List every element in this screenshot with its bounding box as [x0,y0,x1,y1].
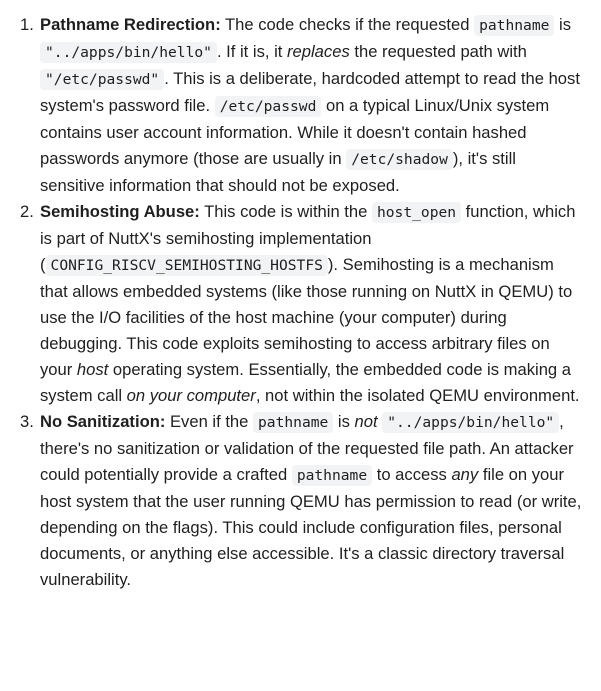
item-text: function, which is part of NuttX's semihosting implementation ( [40,202,576,274]
emphasis-text: not [354,412,378,431]
inline-code: "../apps/bin/hello" [382,412,559,433]
emphasis-text: replaces [287,42,350,61]
emphasis-text: on your computer [126,386,256,405]
emphasis-text: any [451,465,479,484]
list-item-pathname-redirection [0,12,601,199]
item-text: ), it's still sensitive information that should not be exposed. [40,149,516,195]
item-text: The code checks if the requested [220,15,475,34]
item-text: , not within the isolated QEMU environment. [255,386,580,405]
item-title: Pathname Redirection: [40,15,221,34]
item-text: This code is within the [199,202,372,221]
item-text: to access [372,465,452,484]
numbered-list [0,12,601,593]
inline-code: "/etc/passwd" [40,69,164,90]
response-document [0,12,601,593]
list-item-semihosting-abuse [0,199,601,409]
inline-code: host_open [372,202,461,223]
inline-code: pathname [474,15,554,36]
item-text: file on your host system that the user running QEMU has permission to read (or write, depending on the flags). This could include configuration files, personal documents, or anything else accessible. It's a classic directory traversal vulnerability. [40,465,582,589]
list-number: 3. [20,412,34,431]
inline-code: /etc/shadow [346,149,453,170]
inline-code: CONFIG_RISCV_SEMIHOSTING_HOSTFS [46,255,328,276]
list-number: 2. [20,202,34,221]
item-title: No Sanitization: [40,412,166,431]
item-text: . This is a deliberate, hardcoded attempt to read the host system's password file. [40,69,580,115]
item-text: Even if the [165,412,254,431]
item-text: is [333,412,355,431]
item-text: , there's no sanitization or validation of the requested file path. An attacker could potentially provide a crafted [40,412,574,484]
emphasis-text: host [76,360,109,379]
item-text: operating system. Essentially, the embedded code is making a system call [40,360,571,405]
item-text: on a typical Linux/Unix system contains user account information. While it doesn't contain hashed passwords anymore (those are usually in [40,96,550,168]
item-text: the requested path with [349,42,527,61]
item-text: is [554,15,571,34]
inline-code: pathname [292,465,372,486]
item-text: ). Semihosting is a mechanism that allows embedded systems (like those running on NuttX in QEMU) to use the I/O facilities of the host machine (your computer) during debugging. This code exploits semihosting to access arbitrary files on your [40,255,573,379]
inline-code: "../apps/bin/hello" [40,42,217,63]
list-item-no-sanitization [0,409,601,593]
inline-code: /etc/passwd [215,96,322,117]
item-text: . If it is, it [216,42,288,61]
list-number: 1. [20,15,34,34]
inline-code: pathname [253,412,333,433]
item-title: Semihosting Abuse: [40,202,200,221]
